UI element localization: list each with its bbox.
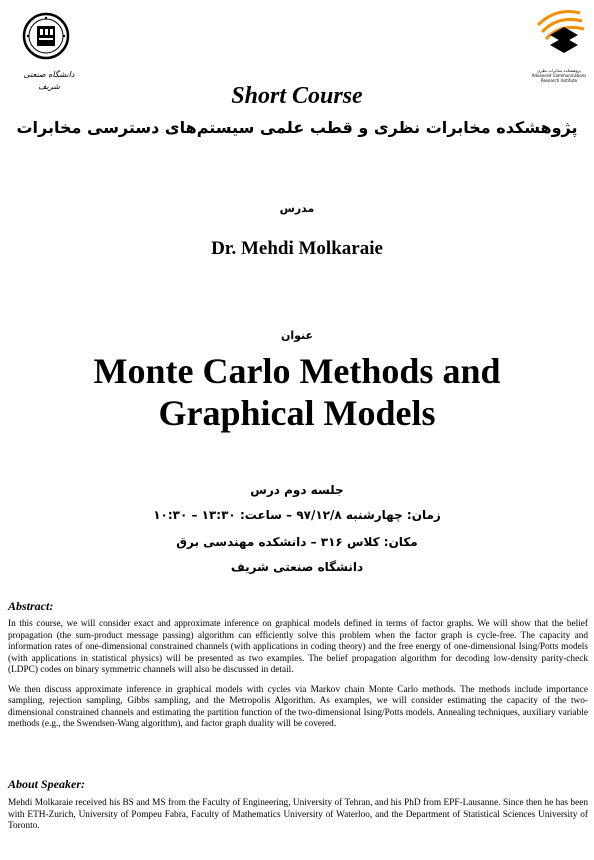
session-label: جلسه دوم درس — [250, 483, 344, 497]
abstract-paragraph-2: We then discuss approximate inference in graphical models with cycles via Markov chain Monte Carlo methods. The methods include importance sampling, rejection sampling, Gibbs sampling, and the Metropolis Algorithm. As examples, we will consider estimating the capacity of the two-dimensional constrained channels and estimating the partition function of the two-dimensional Ising/Potts models. Annealing techniques, auxiliary variable methods (e.g., the Swendsen-Wang algorithm), and factor graph duality will be covered. — [8, 684, 588, 729]
institute-emblem-icon — [528, 5, 588, 63]
session-place: مکان: کلاس ۳۱۶ – دانشکده مهندسی برق — [176, 535, 418, 549]
instructor-name: Dr. Mehdi Molkaraie — [211, 238, 383, 259]
institute-caption-en-1: Advanced Communications — [531, 73, 587, 78]
institute-caption-fa: پژوهشکده مخابرات نظری — [537, 68, 581, 73]
department-title: پژوهشکده مخابرات نظری و قطب علمی سیستم‌های دسترسی مخابرات — [16, 118, 578, 137]
abstract-heading: Abstract: — [8, 599, 54, 613]
abstract-paragraph-1: In this course, we will consider exact and approximate inference on graphical models defined in terms of factor graphs. We will show that the belief propagation (the sum-product message passing) algorithm can efficiently solve this problem when the factor graph is cycle-free. The capacity and information rates of one-dimensional constrained channels (with applications in coding theory) and the free energy of one-dimensional Ising/Potts models (with applications in statistical physics) will be presented as two examples. The belief propagation algorithm for decoding low-density parity-check (LDPC) codes on binary symmetric channels will also be discussed in detail. — [8, 619, 588, 675]
university-script: دانشگاه صنعتی شریف — [23, 70, 75, 91]
abstract-section — [8, 599, 588, 731]
talk-title-line-2: Graphical Models — [158, 393, 436, 433]
talk-title-line-1: Monte Carlo Methods and — [93, 351, 501, 391]
speaker-section — [8, 777, 588, 833]
university-emblem-icon — [20, 12, 78, 64]
speaker-paragraph: Mehdi Molkaraie received his BS and MS from the Faculty of Engineering, University of Tehran, and his PhD from EPF-Lausanne. Since then he has been with ETH-Zurich, University of Pompeu Fabra, Faculty of Mathematics University of Waterloo, and the Department of Statistical Sciences University of Toronto. — [8, 798, 588, 831]
institute-logo — [528, 5, 590, 85]
university-name: دانشگاه صنعتی شریف — [230, 560, 364, 574]
talk-title — [0, 350, 594, 434]
topic-label: عنوان — [280, 329, 314, 342]
university-logo — [20, 12, 78, 91]
instructor-label: مدرس — [279, 202, 315, 215]
course-type-title: Short Course — [231, 83, 363, 109]
institute-caption-en-2: Research Institute — [540, 78, 578, 83]
speaker-heading: About Speaker: — [8, 777, 86, 791]
session-time: زمان: چهارشنبه ۹۷/۱۲/۸ – ساعت: ۱۳:۳۰ – ۱۰:۳۰ — [153, 508, 441, 522]
